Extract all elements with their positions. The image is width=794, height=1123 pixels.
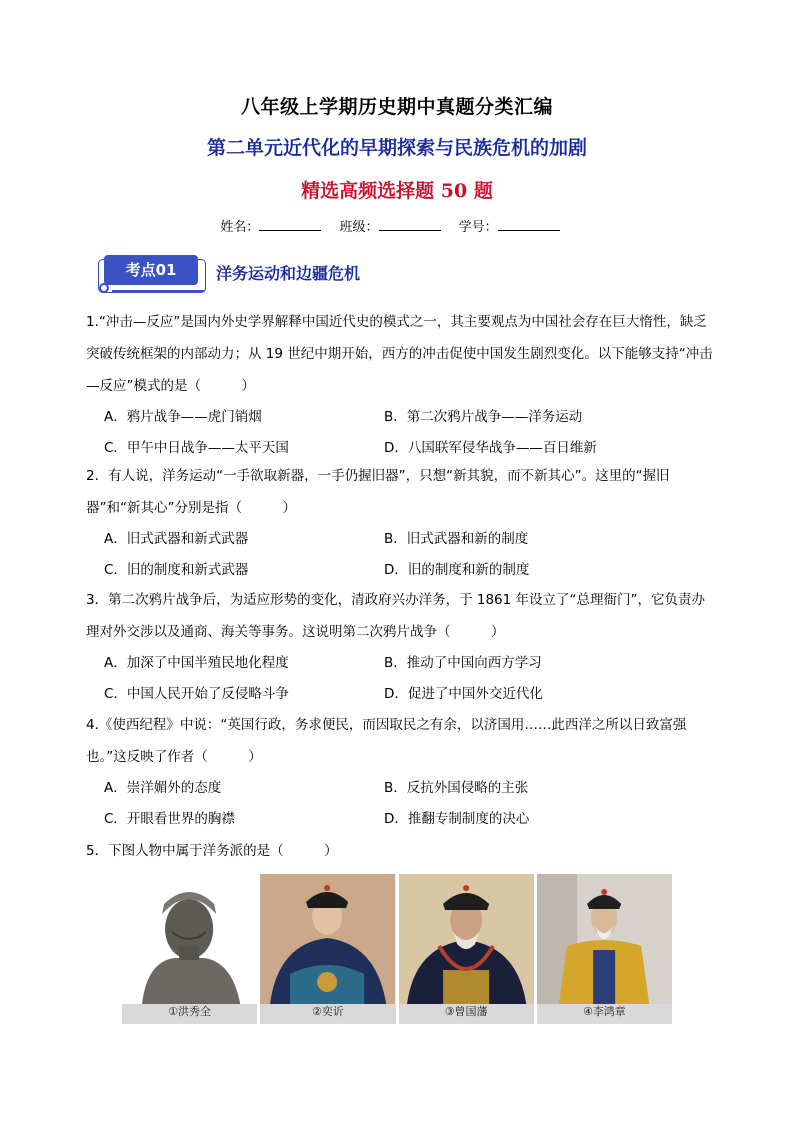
subtitle: 精选高频选择题 50 题 [301,180,493,202]
caption-1: ①洪秀全 [122,1004,257,1024]
section-dot-icon [99,283,109,293]
section-underline [112,290,204,292]
option-b[interactable]: B．第二次鸦片战争——洋务运动 [384,409,583,425]
section-title: 洋务运动和边疆危机 [216,264,361,283]
question-5 [86,835,716,867]
section-badge: 考点01 [104,255,198,285]
portrait-2 [260,874,395,1004]
question-stem: 1.“冲击—反应”是国内外史学界解释中国近代史的模式之一，其主要观点为中国社会存在巨大惰性，缺乏突破传统框架的内部动力；从 19 世纪中期开始，西方的冲击促使中国发生剧烈变化。以下能够支持“冲击—反应”模式的是（ ） [86,314,713,394]
question-stem: 2．有人说，洋务运动“一手欲取新器，一手仍握旧器”，只想“新其貌，而不新其心”。这里的“握旧器”和“新其心”分别是指（ ） [86,468,670,516]
option-b[interactable]: B．推动了中国向西方学习 [384,655,542,671]
id-label: 学号： [458,220,498,235]
caption-2: ②奕䜣 [260,1004,395,1024]
caption-3: ③曾国藩 [399,1004,534,1024]
option-a[interactable]: A．加深了中国半殖民地化程度 [104,655,289,671]
option-b[interactable]: B．反抗外国侵略的主张 [384,780,529,796]
question-stem: 5．下图人物中属于洋务派的是（ ） [86,843,338,859]
portrait-3 [399,874,534,1004]
option-b[interactable]: B．旧式武器和新的制度 [384,531,529,547]
option-a[interactable]: A．崇洋媚外的态度 [104,780,222,796]
option-d[interactable]: D．八国联军侵华战争——百日维新 [384,440,597,456]
option-d[interactable]: D．促进了中国外交近代化 [384,686,543,702]
question-4 [86,709,716,835]
option-d[interactable]: D．旧的制度和新的制度 [384,562,530,578]
name-label: 姓名： [220,220,260,235]
portrait-captions [122,1004,672,1024]
question-stem: 3．第二次鸦片战争后，为适应形势的变化，清政府兴办洋务，于 1861 年设立了“总理衙门”，它负责办理对外交涉以及通商、海关等事务。这说明第二次鸦片战争（ ） [86,592,706,640]
portrait-4 [537,874,672,1004]
id-blank[interactable] [498,218,560,231]
question-2 [86,460,716,586]
section-header [100,249,720,297]
class-label: 班级： [339,220,379,235]
options [86,524,716,586]
question-stem: 4.《使西纪程》中说：“英国行政，务求便民，而因取民之有余，以济国用……此西洋之所以日致富强也。”这反映了作者（ ） [86,717,687,765]
option-a[interactable]: A．旧式武器和新式武器 [104,531,249,547]
option-c[interactable]: C．开眼看世界的胸襟 [104,811,235,827]
option-c[interactable]: C．旧的制度和新式武器 [104,562,249,578]
options [86,773,716,835]
portrait-1 [122,874,257,1004]
question-1 [86,306,716,464]
class-blank[interactable] [379,218,441,231]
option-c[interactable]: C．甲午中日战争——太平天国 [104,440,289,456]
options [86,648,716,710]
portrait-figure [122,874,672,1004]
document-title: 八年级上学期历史期中真题分类汇编 [240,96,553,118]
caption-4: ④李鸿章 [537,1004,672,1024]
student-info-row [0,216,794,235]
name-blank[interactable] [259,218,321,231]
options [86,402,716,464]
option-a[interactable]: A．鸦片战争——虎门销烟 [104,409,262,425]
option-c[interactable]: C．中国人民开始了反侵略斗争 [104,686,289,702]
question-3 [86,584,716,710]
option-d[interactable]: D．推翻专制制度的决心 [384,811,530,827]
unit-title: 第二单元近代化的早期探索与民族危机的加剧 [206,137,587,159]
